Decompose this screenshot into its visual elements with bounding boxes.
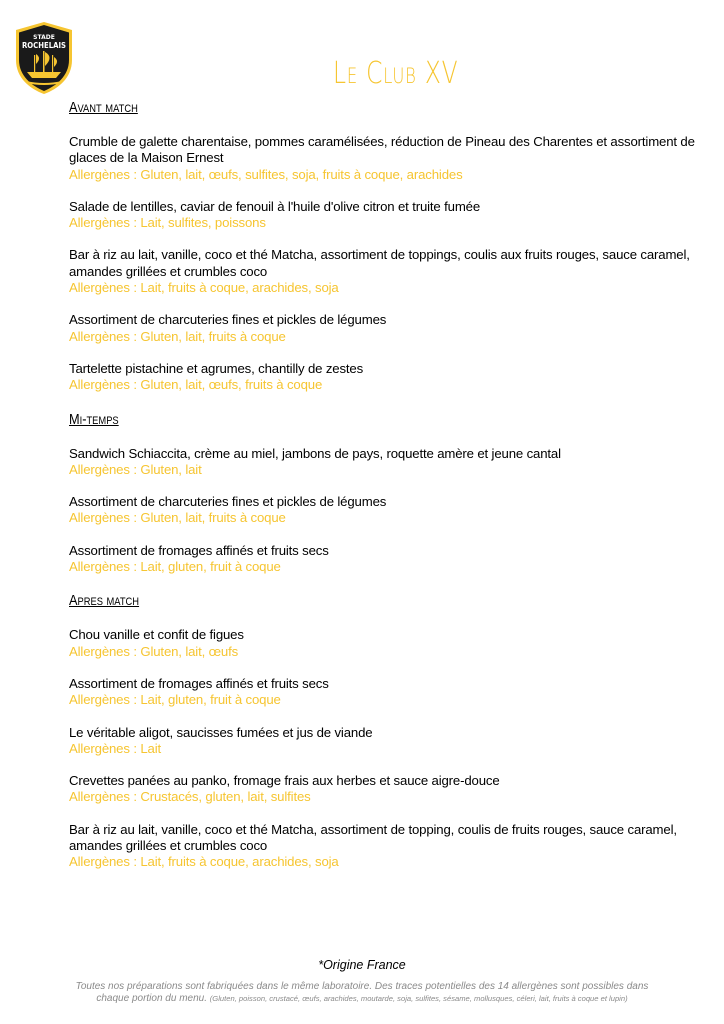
- origin-note: *Origine France: [318, 958, 406, 972]
- menu-section: [69, 98, 709, 394]
- allergens-line: Allergènes : Lait, sulfites, poissons: [69, 215, 266, 231]
- menu-section: [69, 591, 709, 870]
- menu-item: [69, 543, 709, 576]
- dish-description: Tartelette pistachine et agrumes, chantilly de zestes: [69, 360, 364, 376]
- section-heading: Avant match: [69, 99, 138, 116]
- page-title: Le Club XV: [333, 56, 459, 91]
- dish-description: Assortiment de charcuteries fines et pickles de légumes: [69, 494, 387, 510]
- dish-description: Bar à riz au lait, vanille, coco et thé Matcha, assortiment de toppings, coulis aux fruits rouges, sauce caramel, amandes grillées et crumbles coco: [69, 247, 690, 279]
- menu-item: [69, 134, 709, 183]
- menu-content: [69, 98, 709, 887]
- allergens-line: Allergènes : Lait: [69, 740, 162, 756]
- menu-item: [69, 773, 709, 806]
- menu-item: [69, 446, 709, 479]
- dish-description: Salade de lentilles, caviar de fenouil à l'huile d'olive citron et truite fumée: [69, 198, 481, 214]
- dish-description: Bar à riz au lait, vanille, coco et thé Matcha, assortiment de topping, coulis de fruits rouges, sauce caramel, amandes grillées et crumbles coco: [69, 821, 677, 854]
- menu-item: [69, 627, 709, 660]
- allergens-line: Allergènes : Gluten, lait, œufs, fruits à coque: [69, 377, 323, 393]
- menu-item: [69, 312, 709, 345]
- dish-description: Assortiment de charcuteries fines et pickles de légumes: [69, 312, 387, 328]
- section-heading: Apres match: [69, 592, 140, 610]
- allergens-line: Allergènes : Gluten, lait, fruits à coque: [69, 328, 286, 344]
- logo-text-rochelais: ROCHELAIS: [22, 41, 67, 50]
- menu-item: [69, 676, 709, 709]
- menu-item: [69, 199, 709, 232]
- dish-description: Crumble de galette charentaise, pommes caramélisées, réduction de Pineau des Charentes et assortiment de glaces de la Maison Ernest: [69, 134, 695, 166]
- allergens-line: Allergènes : Crustacés, gluten, lait, sulfites: [69, 789, 311, 805]
- allergens-line: Allergènes : Lait, fruits à coque, arachides, soja: [69, 854, 339, 870]
- menu-item: [69, 247, 709, 296]
- dish-description: Sandwich Schiaccita, crème au miel, jambons de pays, roquette amère et jeune cantal: [69, 445, 561, 461]
- allergen-list: (Gluten, poisson, crustacé, œufs, arachides, moutarde, soja, sulfites, sésame, mollusques, céleri, lait, fruits à coque et lupin): [209, 994, 628, 1003]
- allergens-line: Allergènes : Lait, fruits à coque, arachides, soja: [69, 280, 339, 296]
- allergens-line: Allergènes : Lait, gluten, fruit à coque: [69, 559, 281, 575]
- stade-rochelais-logo: [12, 20, 76, 96]
- allergens-line: Allergènes : Gluten, lait: [69, 461, 202, 477]
- allergens-line: Allergènes : Gluten, lait, œufs: [69, 643, 239, 659]
- dish-description: Assortiment de fromages affinés et fruits secs: [69, 675, 329, 691]
- menu-item: [69, 822, 709, 871]
- dish-description: Assortiment de fromages affinés et fruits secs: [69, 542, 329, 558]
- menu-item: [69, 725, 709, 758]
- allergens-line: Allergènes : Lait, gluten, fruit à coque: [69, 692, 281, 708]
- dish-description: Le véritable aligot, saucisses fumées et jus de viande: [69, 724, 373, 740]
- menu-item: [69, 361, 709, 394]
- dish-description: Crevettes panées au panko, fromage frais aux herbes et sauce aigre-douce: [69, 773, 500, 789]
- logo-text-stade: STADE: [33, 34, 55, 41]
- disclaimer-text: Toutes nos préparations sont fabriquées dans le même laboratoire. Des traces potentielles des 14 allergènes sont possibles dans chaque portion du menu.: [75, 981, 649, 1004]
- dish-description: Chou vanille et confit de figues: [69, 627, 244, 643]
- allergens-line: Allergènes : Gluten, lait, fruits à coque: [69, 510, 286, 526]
- menu-item: [69, 494, 709, 527]
- section-heading: Mi-temps: [69, 410, 119, 428]
- disclaimer: [70, 981, 654, 1005]
- menu-section: [69, 410, 709, 576]
- allergens-line: Allergènes : Gluten, lait, œufs, sulfites, soja, fruits à coque, arachides: [69, 166, 463, 182]
